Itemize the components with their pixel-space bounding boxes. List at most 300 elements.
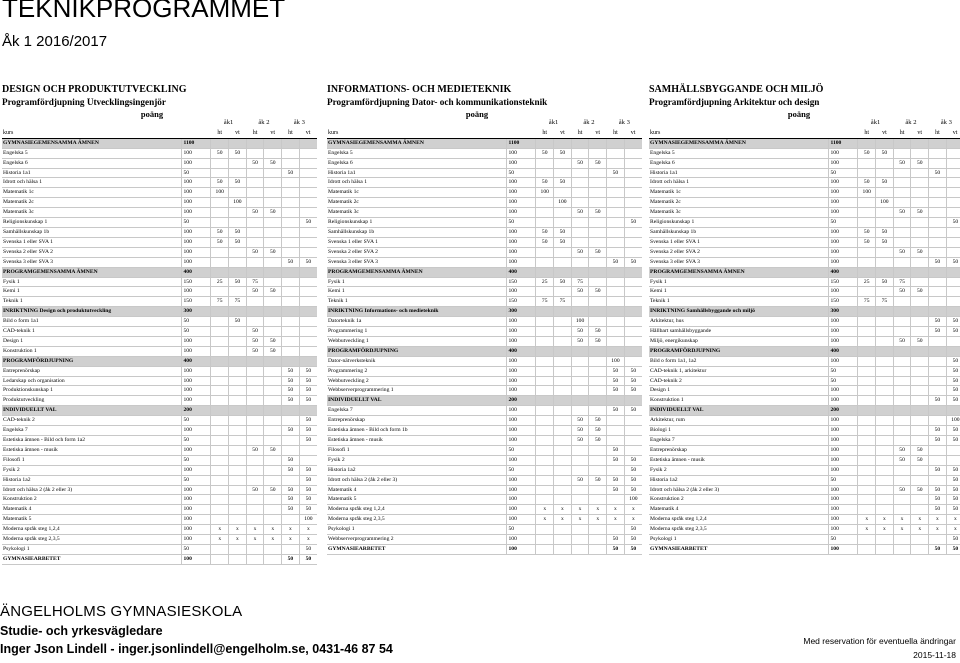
course-row — [327, 287, 642, 297]
course-row — [2, 198, 317, 208]
course-points: 150 — [829, 277, 858, 287]
course-row — [327, 495, 642, 505]
course-name: PROGRAMFÖRDJUPNING — [649, 346, 829, 356]
course-points: 50 — [182, 317, 211, 327]
term-points — [536, 426, 554, 436]
term-points — [282, 247, 300, 257]
course-name: Svenska 2 eller SVA 2 — [327, 247, 507, 257]
term-points — [876, 366, 894, 376]
term-points: x — [929, 515, 947, 525]
term-points — [536, 455, 554, 465]
term-points — [229, 436, 247, 446]
term-points — [589, 168, 607, 178]
term-points — [229, 366, 247, 376]
term-points — [264, 455, 282, 465]
term-points — [624, 356, 642, 366]
term-points — [589, 138, 607, 148]
course-row — [649, 188, 960, 198]
course-points: 100 — [507, 426, 536, 436]
term-points — [282, 307, 300, 317]
term-points — [929, 455, 947, 465]
term-points — [607, 346, 625, 356]
term-points — [264, 148, 282, 158]
course-name: PROGRAMFÖRDJUPNING — [327, 346, 507, 356]
course-points: 50 — [507, 218, 536, 228]
course-points: 100 — [182, 396, 211, 406]
term-points — [858, 426, 876, 436]
year-3-label: åk 3 — [929, 119, 960, 128]
term-points — [536, 138, 554, 148]
term-points: 50 — [264, 485, 282, 495]
term-points: 50 — [571, 436, 589, 446]
term-points — [607, 247, 625, 257]
course-name: Matematik 4 — [327, 485, 507, 495]
term-points — [946, 247, 960, 257]
term-vt: vt — [624, 128, 642, 138]
course-row — [2, 287, 317, 297]
course-name: Miljö, energikunskap — [649, 336, 829, 346]
course-row — [649, 356, 960, 366]
course-points: 50 — [507, 525, 536, 535]
term-points — [607, 327, 625, 337]
course-points: 50 — [829, 535, 858, 545]
term-points: x — [246, 525, 264, 535]
term-points — [893, 426, 911, 436]
term-points — [229, 544, 247, 554]
term-points: 50 — [911, 287, 929, 297]
course-name: Idrott och hälsa 2 (åk 2 eller 3) — [649, 485, 829, 495]
course-points: 100 — [507, 198, 536, 208]
term-points — [299, 158, 317, 168]
term-points — [929, 297, 947, 307]
term-points — [911, 327, 929, 337]
term-points — [893, 346, 911, 356]
program-column-samhallsbyggande — [649, 84, 960, 555]
term-points — [211, 465, 229, 475]
course-row — [327, 416, 642, 426]
term-points — [607, 297, 625, 307]
course-points: 100 — [182, 445, 211, 455]
program-column-medieteknik — [327, 84, 642, 555]
term-points: 50 — [299, 426, 317, 436]
course-points: 100 — [829, 495, 858, 505]
term-points — [536, 287, 554, 297]
course-name: GYMNASIEGEMENSAMMA ÄMNEN — [649, 138, 829, 148]
term-points — [246, 455, 264, 465]
term-points: 50 — [607, 475, 625, 485]
term-points — [946, 168, 960, 178]
course-name: CAD-teknik 1, arkitektur — [649, 366, 829, 376]
section-row — [2, 267, 317, 277]
course-name: PROGRAMGEMENSAMMA ÄMNEN — [649, 267, 829, 277]
term-points — [876, 307, 894, 317]
term-points — [536, 158, 554, 168]
term-points — [264, 257, 282, 267]
term-points — [607, 307, 625, 317]
course-points: 100 — [182, 515, 211, 525]
term-points: 50 — [607, 257, 625, 267]
term-points: 50 — [624, 544, 642, 554]
term-points — [607, 267, 625, 277]
course-row — [327, 515, 642, 525]
course-row — [327, 198, 642, 208]
term-points: 50 — [299, 386, 317, 396]
course-name: Matematik 1c — [327, 188, 507, 198]
term-points — [246, 227, 264, 237]
term-points — [607, 287, 625, 297]
term-points: x — [589, 515, 607, 525]
course-points: 100 — [829, 396, 858, 406]
term-points — [589, 386, 607, 396]
term-points — [282, 277, 300, 287]
term-points — [264, 366, 282, 376]
term-points — [571, 465, 589, 475]
term-points — [211, 544, 229, 554]
term-points: 50 — [299, 218, 317, 228]
term-points — [264, 178, 282, 188]
term-points — [911, 178, 929, 188]
term-points: x — [946, 515, 960, 525]
course-row — [327, 188, 642, 198]
term-points: 50 — [246, 158, 264, 168]
course-name: Religionskunskap 1 — [649, 218, 829, 228]
term-points — [246, 505, 264, 515]
term-points — [264, 188, 282, 198]
course-row — [649, 168, 960, 178]
course-name: INRIKTNING Samhällsbyggande och miljö — [649, 307, 829, 317]
course-name: Entreprenörskap — [2, 366, 182, 376]
course-row — [649, 525, 960, 535]
term-points — [893, 544, 911, 554]
term-points — [946, 237, 960, 247]
term-ht: ht — [536, 128, 554, 138]
term-points — [536, 307, 554, 317]
course-points: 150 — [507, 297, 536, 307]
term-points: 50 — [607, 485, 625, 495]
course-name: Konstruktion 1 — [649, 396, 829, 406]
section-row — [2, 406, 317, 416]
term-points — [607, 178, 625, 188]
term-points — [536, 218, 554, 228]
course-name: Webbutveckling 2 — [327, 376, 507, 386]
term-points: 50 — [911, 445, 929, 455]
term-points: x — [229, 525, 247, 535]
term-points: 50 — [246, 346, 264, 356]
course-name: Engelska 6 — [327, 158, 507, 168]
term-points: x — [893, 515, 911, 525]
term-points: 75 — [211, 297, 229, 307]
year-2-label: åk 2 — [246, 119, 281, 128]
term-points — [624, 287, 642, 297]
course-points: 100 — [829, 465, 858, 475]
course-points: 100 — [507, 495, 536, 505]
term-points — [211, 307, 229, 317]
term-points: 50 — [946, 396, 960, 406]
term-points — [589, 277, 607, 287]
course-row — [2, 445, 317, 455]
term-points — [571, 178, 589, 188]
term-vt: vt — [946, 128, 960, 138]
course-row — [327, 317, 642, 327]
term-points — [858, 356, 876, 366]
term-points: x — [554, 515, 572, 525]
term-points — [876, 158, 894, 168]
term-points: 50 — [246, 247, 264, 257]
term-points: x — [246, 535, 264, 545]
term-points — [911, 198, 929, 208]
course-name: Hållbart samhällsbyggande — [649, 327, 829, 337]
course-row — [649, 426, 960, 436]
term-points: 50 — [946, 317, 960, 327]
course-points: 100 — [829, 505, 858, 515]
term-points — [876, 346, 894, 356]
course-name: Svenska 1 eller SVA 1 — [327, 237, 507, 247]
course-name: INDIVIDUELLT VAL — [2, 406, 182, 416]
term-points — [229, 485, 247, 495]
term-points: x — [536, 505, 554, 515]
course-row — [649, 208, 960, 218]
term-points — [264, 356, 282, 366]
course-row — [649, 544, 960, 554]
term-points — [536, 386, 554, 396]
course-name: Ledarskap och organisation — [2, 376, 182, 386]
course-row — [2, 257, 317, 267]
course-row — [649, 535, 960, 545]
course-row — [649, 485, 960, 495]
term-points: 100 — [299, 515, 317, 525]
term-points: 50 — [624, 376, 642, 386]
term-points: x — [211, 525, 229, 535]
course-row — [327, 406, 642, 416]
term-points — [858, 346, 876, 356]
term-points — [876, 475, 894, 485]
term-points: 50 — [282, 426, 300, 436]
term-points: 50 — [536, 178, 554, 188]
course-name: Svenska 1 eller SVA 1 — [649, 237, 829, 247]
term-points — [246, 317, 264, 327]
term-points — [911, 396, 929, 406]
term-points: x — [858, 515, 876, 525]
course-row — [327, 218, 642, 228]
term-points — [299, 317, 317, 327]
year-header-row — [327, 119, 642, 128]
term-points — [929, 237, 947, 247]
term-points — [211, 445, 229, 455]
course-row — [327, 475, 642, 485]
term-points — [229, 505, 247, 515]
term-points — [536, 416, 554, 426]
term-points: 50 — [246, 485, 264, 495]
course-points: 100 — [507, 406, 536, 416]
poang-header: poäng — [787, 109, 811, 119]
term-points — [211, 247, 229, 257]
course-name: Webbserverprogrammering 2 — [327, 535, 507, 545]
term-points — [893, 148, 911, 158]
term-points — [536, 544, 554, 554]
course-row — [2, 297, 317, 307]
term-points — [299, 336, 317, 346]
term-points — [876, 396, 894, 406]
term-points — [246, 515, 264, 525]
term-points — [264, 515, 282, 525]
term-points — [229, 138, 247, 148]
term-points — [876, 436, 894, 446]
term-ht: ht — [893, 128, 911, 138]
course-row — [2, 396, 317, 406]
term-points — [571, 376, 589, 386]
course-row — [649, 376, 960, 386]
term-points — [554, 525, 572, 535]
course-points: 100 — [829, 198, 858, 208]
course-points: 100 — [507, 376, 536, 386]
term-points — [299, 327, 317, 337]
term-points — [264, 396, 282, 406]
course-name: Idrott och hälsa 1 — [327, 178, 507, 188]
course-points: 100 — [507, 455, 536, 465]
course-points: 100 — [829, 287, 858, 297]
term-points: 100 — [946, 416, 960, 426]
term-points — [858, 317, 876, 327]
term-points — [211, 356, 229, 366]
course-row — [2, 237, 317, 247]
course-points: 200 — [182, 406, 211, 416]
term-points — [229, 396, 247, 406]
term-points — [589, 198, 607, 208]
term-points — [229, 386, 247, 396]
term-points — [211, 376, 229, 386]
term-points — [946, 287, 960, 297]
term-points — [246, 168, 264, 178]
term-points — [211, 317, 229, 327]
term-ht: ht — [211, 128, 229, 138]
course-row — [649, 277, 960, 287]
term-points: 50 — [946, 495, 960, 505]
term-points: 50 — [946, 475, 960, 485]
term-points — [211, 366, 229, 376]
course-name: Matematik 2c — [327, 198, 507, 208]
course-header: kurs — [649, 128, 829, 138]
term-points — [929, 346, 947, 356]
term-points — [571, 346, 589, 356]
term-points — [264, 138, 282, 148]
term-points: 50 — [946, 218, 960, 228]
course-row — [2, 148, 317, 158]
term-points: 50 — [264, 247, 282, 257]
reservation-note: Med reservation för eventuella ändringar — [803, 636, 956, 646]
term-points — [589, 307, 607, 317]
term-points: 50 — [929, 327, 947, 337]
term-points — [571, 307, 589, 317]
course-points: 50 — [182, 327, 211, 337]
term-points — [211, 406, 229, 416]
term-points — [571, 525, 589, 535]
course-name: Konstruktion 2 — [649, 495, 829, 505]
program-name: DESIGN OCH PRODUKTUTVECKLING — [2, 84, 187, 95]
course-row — [649, 237, 960, 247]
term-points — [893, 436, 911, 446]
term-points — [607, 158, 625, 168]
term-points: 50 — [893, 158, 911, 168]
term-points — [554, 247, 572, 257]
term-points — [554, 218, 572, 228]
term-points: 75 — [893, 277, 911, 287]
course-row — [2, 327, 317, 337]
term-points — [946, 148, 960, 158]
course-points: 150 — [182, 297, 211, 307]
course-row — [327, 505, 642, 515]
term-points — [229, 426, 247, 436]
term-points — [536, 327, 554, 337]
term-points: 50 — [624, 366, 642, 376]
term-points — [536, 436, 554, 446]
term-points — [911, 346, 929, 356]
course-name: Matematik 4 — [2, 505, 182, 515]
term-points: 100 — [554, 198, 572, 208]
term-points — [929, 158, 947, 168]
term-points — [571, 168, 589, 178]
term-points: 50 — [624, 406, 642, 416]
term-points — [282, 198, 300, 208]
course-name: Engelska 5 — [327, 148, 507, 158]
term-points — [589, 148, 607, 158]
term-points — [946, 198, 960, 208]
term-points — [929, 227, 947, 237]
term-points — [911, 465, 929, 475]
term-points — [299, 277, 317, 287]
header-spacer — [2, 119, 211, 128]
document-date: 2015-11-18 — [913, 650, 956, 660]
term-points: 50 — [211, 237, 229, 247]
term-points — [911, 227, 929, 237]
term-points — [554, 188, 572, 198]
course-points: 100 — [829, 416, 858, 426]
term-points — [876, 505, 894, 515]
term-points — [858, 247, 876, 257]
course-points: 200 — [829, 406, 858, 416]
term-points: 100 — [211, 188, 229, 198]
term-points — [229, 465, 247, 475]
course-row — [2, 485, 317, 495]
term-points: x — [911, 515, 929, 525]
term-points: x — [229, 535, 247, 545]
course-points: 100 — [829, 148, 858, 158]
year-3-label: åk 3 — [282, 119, 317, 128]
course-row — [2, 455, 317, 465]
course-points: 100 — [829, 356, 858, 366]
term-points: 50 — [624, 535, 642, 545]
course-name: Webbutveckling 1 — [327, 336, 507, 346]
term-points — [246, 366, 264, 376]
course-name: Programmering 1 — [327, 327, 507, 337]
course-name: Estetiska ämnen - musik — [2, 445, 182, 455]
term-points — [211, 168, 229, 178]
course-points: 100 — [182, 495, 211, 505]
term-points: x — [589, 505, 607, 515]
term-points — [858, 267, 876, 277]
term-points: 50 — [571, 247, 589, 257]
course-points: 50 — [507, 465, 536, 475]
term-points: 50 — [893, 485, 911, 495]
term-points — [211, 436, 229, 446]
term-points — [246, 495, 264, 505]
section-row — [2, 307, 317, 317]
term-points — [536, 525, 554, 535]
term-points — [929, 406, 947, 416]
term-points — [589, 544, 607, 554]
course-points: 100 — [182, 247, 211, 257]
term-points — [858, 396, 876, 406]
course-points: 100 — [829, 515, 858, 525]
